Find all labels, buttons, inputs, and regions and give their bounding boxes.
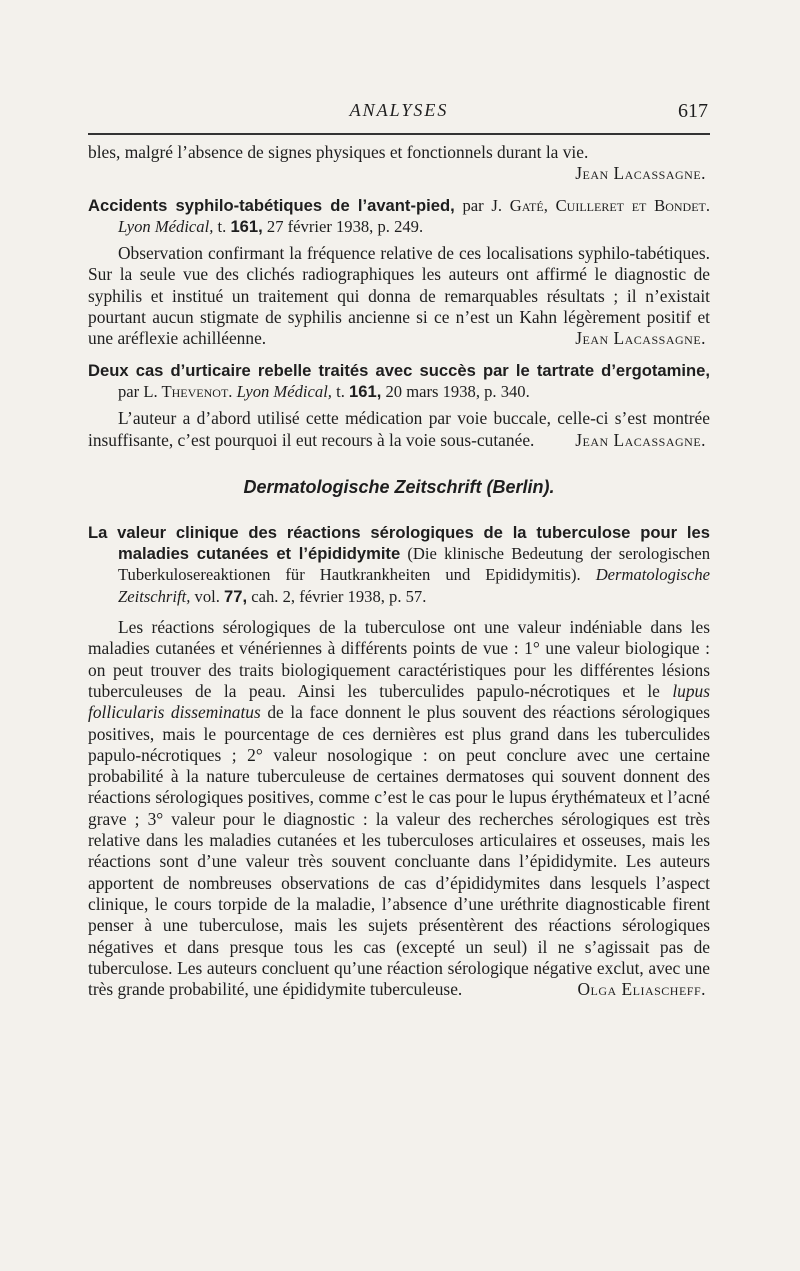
original-title: (Die klinische Bedeutung der serologischen Tuberkulosereaktionen für Hautkrankheiten und Epididymitis). <box>118 544 710 585</box>
continuation-text: bles, malgré l’absence de signes physiques et fonctionnels durant la vie. <box>88 142 589 162</box>
article-title: La valeur clinique des réactions sérologiques de la tuberculose pour les maladies cutanées et l’épididymite <box>88 522 710 564</box>
signature: Jean Lacassagne. <box>575 429 706 450</box>
page-number: 617 <box>678 100 708 122</box>
body-text: Observation confirmant la fréquence relative de ces localisations syphilo-tabétiques. Sur la seule vue des clichés radiographiques les auteurs ont affirmé le diagnostic de syphilis et institué un traitement qui donna de remarquables résultats ; il n’existait pourtant aucun stigmate de syphilis ancienne si ce n’est un Kahn légèrement positif et une aréflexie achilléenne. <box>88 243 710 349</box>
running-title: ANALYSES <box>349 100 449 120</box>
article-body <box>88 408 710 451</box>
signature: Jean Lacassagne. <box>575 328 706 349</box>
header-rule <box>88 133 710 135</box>
tome-number: 161, <box>349 381 382 401</box>
article-heading <box>88 360 710 403</box>
journal-name: Dermatologische Zeitschrift, <box>118 565 710 606</box>
tome-number: 161, <box>230 216 263 236</box>
body-italic-term: lupus follicularis disseminatus <box>88 680 710 723</box>
signature: Olga Eliascheff. <box>577 979 706 1000</box>
article-body <box>88 243 710 349</box>
journal-name: Lyon Médical, <box>118 216 214 236</box>
body-text: de la face donnent le plus souvent des réactions sérologiques positives, mais le pourcentage de ces dernières est plus grand dans les tuberculides papulo-nécrotiques ; 2° valeur nosologique : on peut conclure avec une certaine probabilité à la nature tuberculeuse de certaines dermatoses qui souvent donnent des réactions sérologiques positives, comme c’est le cas pour le lupus érythémateux et l’acné grave ; 3° valeur pour le diagnostic : la valeur des recherches sérologiques est très relative dans les maladies cutanées et les tuberculoses articulaires et osseuses, mais les réactions sont d’une valeur très souvent concluante dans l’épididymite. Les auteurs apportent de nombreuses observations de cas d’épididymites dans lesquels l’aspect clinique, le cours torpide de la maladie, l’absence d’une uréthrite diagnosticable firent penser à une tuberculose, mais les sujets présentèrent des réactions sérologiques négatives et dans presque tous les cas (excepté un seul) il ne s’agissait pas de tuberculose. Les auteurs concluent qu’une réaction sérologique négative exclut, avec une très grande probabilité, une épididymite tuberculeuse. <box>88 702 710 1000</box>
article-date: cah. 2, février 1938, p. 57. <box>251 586 427 606</box>
running-head <box>88 96 710 126</box>
article-title: Accidents syphilo-tabétiques de l’avant-pied, <box>88 195 455 215</box>
tome-prefix: t. <box>336 381 345 401</box>
article-authors: J. Gaté, Cuilleret et Bondet. <box>491 195 710 215</box>
article-title: Deux cas d’urticaire rebelle traités avec succès par le tartrate d’ergotamine, <box>88 360 710 380</box>
volume-prefix: vol. <box>194 586 220 606</box>
article-date: 27 février 1938, p. 249. <box>266 216 424 236</box>
body-text: Les réactions sérologiques de la tuberculose ont une valeur indéniable dans les maladies cutanées et vénériennes à différents points de vue : 1° une valeur biologique : on peut trouver des traits biologiquement caractéristiques pour les différentes lésions tuberculeuses de la peau. Ainsi les tuberculides papulo-nécrotiques et le <box>88 617 710 701</box>
tome-prefix: t. <box>217 216 227 236</box>
by-word: par <box>118 381 140 401</box>
article-authors: L. Thevenot. <box>143 381 233 401</box>
article-heading <box>88 522 710 607</box>
continuation-paragraph <box>88 142 710 185</box>
signature: Jean Lacassagne. <box>575 163 706 184</box>
body-text: L’auteur a d’abord utilisé cette médication par voie buccale, celle-ci s’est montrée insuffisante, c’est pourquoi il eut recours à la voie sous-cutanée. <box>88 408 710 450</box>
volume-number: 77, <box>224 586 248 606</box>
article-heading <box>88 195 710 238</box>
article-date: 20 mars 1938, p. 340. <box>385 381 530 401</box>
journal-name: Lyon Médical, <box>236 381 332 401</box>
by-word: par <box>462 195 484 215</box>
section-title: Dermatologische Zeitschrift (Berlin). <box>243 476 555 497</box>
page-content <box>88 142 710 1000</box>
article-body <box>88 617 710 1000</box>
